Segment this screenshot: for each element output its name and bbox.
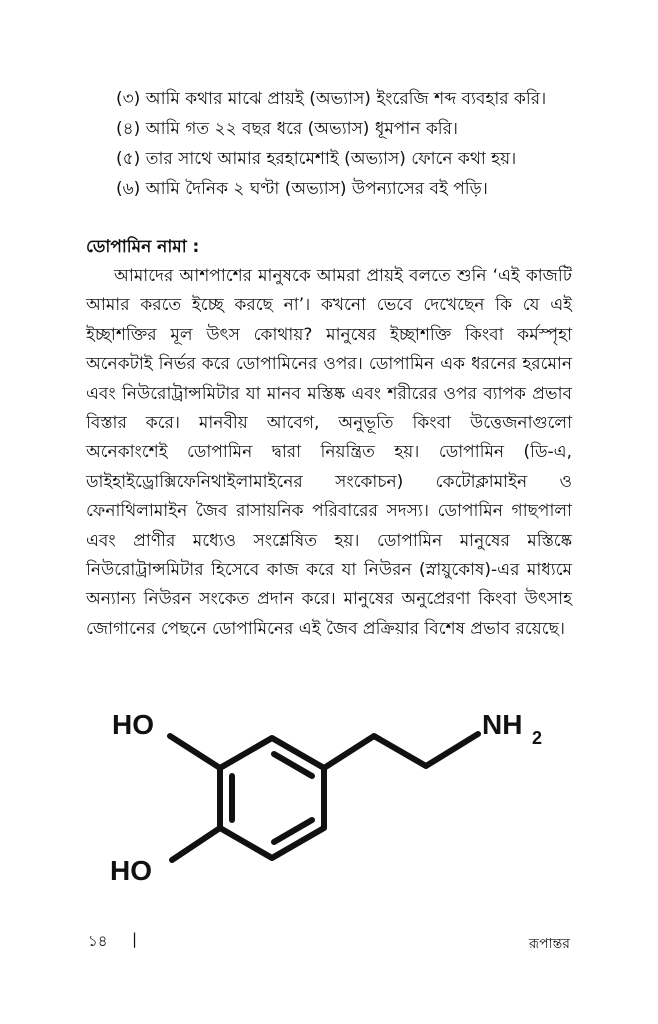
list-item: (৩) আমি কথার মাঝে প্রায়ই (অভ্যাস) ইংরেজি শব্দ ব্যবহার করি। bbox=[116, 89, 547, 109]
hydroxyl-bond-top bbox=[170, 736, 220, 768]
footer-separator: | bbox=[132, 930, 138, 948]
running-title: রূপান্তর bbox=[528, 936, 570, 952]
amine-label: NH bbox=[482, 709, 523, 740]
dopamine-structure-diagram bbox=[92, 674, 568, 922]
list-item: (৪) আমি গত ২২ বছর ধরে (অভ্যাস) ধূমপান করি। bbox=[116, 119, 459, 139]
list-item: (৬) আমি দৈনিক ২ ঘণ্টা (অভ্যাস) উপন্যাসের বই পড়ি। bbox=[116, 179, 488, 199]
body-paragraph: আমাদের আশপাশের মানুষকে আমরা প্রায়ই বলতে শুনি ‘এই কাজটি আমার করতে ইচ্ছে করছে না’। কখনো ভেবে দেখেছেন কি যে এই ইচ্ছাশক্তির মূল উৎস কোথায়? মানুষের ইচ্ছাশক্তি কিংবা কর্মস্পৃহা অনেকটাই নির্ভর করে ডোপামিনের ওপর। ডোপামিন এক ধরনের হরমোন এবং নিউরোট্রান্সমিটার যা মানব মস্তিষ্ক এবং শরীরের ওপর ব্যাপক প্রভাব বিস্তার করে। মানবীয় আবেগ, অনুভূতি কিংবা উত্তেজনাগুলো অনেকাংশেই ডোপামিন দ্বারা নিয়ন্ত্রিত হয়। ডোপামিন (ডি-এ, ডাইহাইড্রোক্সিফেনিথাইলামাইনের সংকোচন) কেটোক্লামাইন ও ফেনাথিলামাইন জৈব রাসায়নিক পরিবারের সদস্য। ডোপামিন গাছপালা এবং প্রাণীর মধ্যেও সংশ্লেষিত হয়। ডোপামিন মানুষের মস্তিষ্কে নিউরোট্রান্সমিটার হিসেবে কাজ করে যা নিউরন (স্নায়ুকোষ)-এর মাধ্যমে অন্যান্য নিউরন সংকেত প্রদান করে। মানুষের অনুপ্রেরণা কিংবা উৎসাহ জোগানের পেছনে ডোপামিনের এই জৈব প্রক্রিয়ার বিশেষ প্রভাব রয়েছে। bbox=[86, 266, 572, 639]
section-heading: ডোপামিন নামা : bbox=[86, 237, 200, 257]
ethylamine-chain bbox=[324, 734, 478, 768]
hydroxyl-label-top: HO bbox=[112, 709, 154, 740]
amine-subscript: 2 bbox=[532, 728, 543, 748]
page-number: ১৪ bbox=[88, 932, 108, 950]
habit-example-list bbox=[116, 84, 616, 204]
dopamine-structure-figure bbox=[92, 674, 568, 922]
list-item: (৫) তার সাথে আমার হরহামেশাই (অভ্যাস) ফোনে কথা হয়। bbox=[116, 149, 517, 169]
hydroxyl-bond-bottom bbox=[172, 828, 220, 860]
hydroxyl-label-bottom: HO bbox=[110, 855, 152, 886]
